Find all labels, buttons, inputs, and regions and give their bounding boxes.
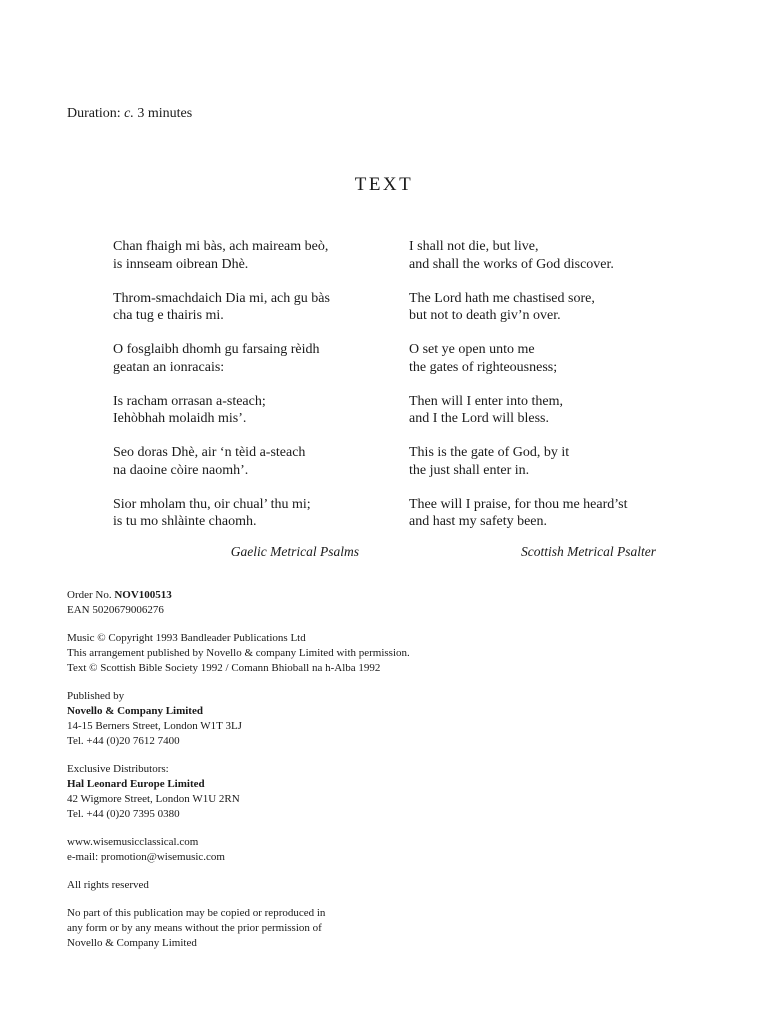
gaelic-line: is tu mo shlàinte chaomh. [113,514,257,530]
notice-line: No part of this publication may be copied or reproduced in [67,907,326,919]
duration-line [67,106,192,122]
gaelic-line: Is racham orrasan a-steach; [113,393,266,409]
english-line: O set ye open unto me [409,342,535,358]
gaelic-text-column [113,238,363,548]
gaelic-stanza [113,238,363,290]
duration-value: 3 minutes [137,106,193,121]
publisher-tel: Tel. +44 (0)20 7612 7400 [67,735,180,747]
english-line: This is the gate of God, by it [409,445,570,461]
gaelic-line: Chan fhaigh mi bàs, ach maiream beò, [113,239,329,254]
english-stanza [409,238,659,290]
gaelic-stanza [113,341,363,393]
gaelic-stanza [113,444,363,496]
gaelic-line: Sior mholam thu, oir chual’ thu mi; [113,496,311,512]
english-stanza [409,444,659,496]
english-line: I shall not die, but live, [409,239,539,254]
publisher-name: Novello & Company Limited [67,705,203,717]
copyright-info [67,631,410,676]
english-line: The Lord hath me chastised sore, [409,290,595,306]
english-stanza [409,496,659,548]
english-line: the just shall enter in. [409,462,530,478]
english-line: the gates of righteousness; [409,359,558,375]
notice-line: Novello & Company Limited [67,937,197,949]
english-stanza [409,393,659,445]
order-number: NOV100513 [114,589,172,601]
publication-credits [67,588,410,964]
gaelic-stanza [113,496,363,548]
rights-statement [67,878,410,893]
website-url: www.wisemusicclassical.com [67,836,199,848]
gaelic-line: O fosglaibh dhomh gu farsaing rèidh [113,342,320,358]
english-line: but not to death giv’n over. [409,308,561,324]
distributor-name: Hal Leonard Europe Limited [67,778,205,790]
english-stanza [409,290,659,342]
publisher-info [67,689,410,749]
gaelic-stanza [113,290,363,342]
gaelic-line: Seo doras Dhè, air ‘n tèid a-steach [113,445,306,461]
order-info [67,588,410,618]
distributor-tel: Tel. +44 (0)20 7395 0380 [67,808,180,820]
contact-info [67,835,410,865]
published-by-label: Published by [67,690,125,702]
gaelic-line: geatan an ionracais: [113,359,225,375]
duration-label: Duration: [67,106,121,121]
reproduction-notice [67,906,410,951]
ean-line: EAN 5020679006276 [67,604,164,616]
gaelic-line: cha tug e thairis mi. [113,308,224,324]
order-label: Order No. [67,589,112,601]
gaelic-line: na daoine còire naomh’. [113,462,249,478]
english-stanza [409,341,659,393]
gaelic-line: Throm-smachdaich Dia mi, ach gu bàs [113,290,330,306]
notice-line: any form or by any means without the prior permission of [67,922,322,934]
english-line: and I the Lord will bless. [409,411,549,427]
english-line: and shall the works of God discover. [409,256,614,272]
order-number-line [67,588,410,603]
distributor-info [67,762,410,822]
email-address: e-mail: promotion@wisemusic.com [67,851,225,863]
distributor-address: 42 Wigmore Street, London W1U 2RN [67,793,240,805]
text-copyright: Text © Scottish Bible Society 1992 / Comann Bhioball na h-Alba 1992 [67,662,381,674]
gaelic-line: Iehòbhah molaidh mis’. [113,411,247,427]
duration-approx: c. [124,106,134,121]
english-line: Thee will I praise, for thou me heard’st [409,496,628,512]
english-line: and hast my safety been. [409,514,548,530]
page-title: TEXT [354,174,414,195]
music-copyright: Music © Copyright 1993 Bandleader Publications Ltd [67,632,306,644]
gaelic-line: is innseam oibrean Dhè. [113,256,249,272]
arrangement-notice: This arrangement published by Novello & company Limited with permission. [67,647,410,659]
distributors-label: Exclusive Distributors: [67,763,169,775]
english-line: Then will I enter into them, [409,393,563,409]
gaelic-source-attribution: Gaelic Metrical Psalms [230,544,359,559]
english-text-column [409,238,659,548]
rights-reserved: All rights reserved [67,879,149,891]
english-source-attribution: Scottish Metrical Psalter [521,544,656,559]
gaelic-stanza [113,393,363,445]
publisher-address: 14-15 Berners Street, London W1T 3LJ [67,720,242,732]
